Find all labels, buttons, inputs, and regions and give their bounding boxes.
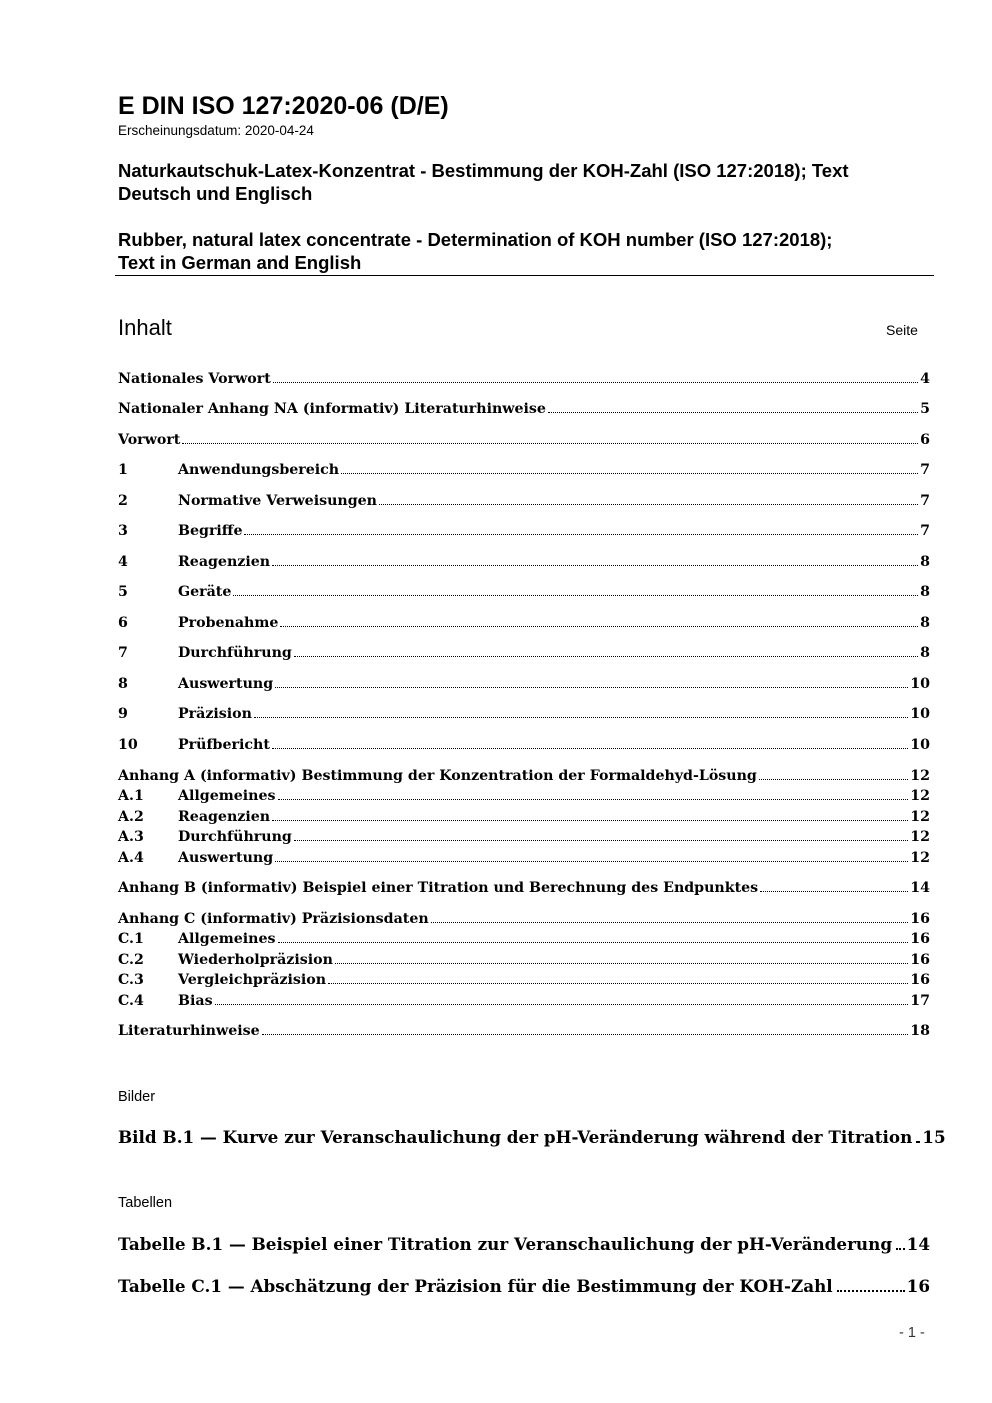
dot-leader <box>275 861 908 862</box>
toc-entry-page: 8 <box>920 615 930 631</box>
dot-leader <box>280 626 918 627</box>
toc-entry[interactable] <box>118 993 930 1013</box>
header-divider <box>115 275 934 276</box>
dot-leader <box>341 473 918 474</box>
toc-entry-page: 16 <box>910 972 930 988</box>
toc-entry[interactable] <box>118 706 930 726</box>
toc-entry-number: C.3 <box>118 972 144 988</box>
dot-leader <box>272 565 918 566</box>
toc-entry[interactable] <box>118 788 930 808</box>
figure-entry[interactable] <box>118 1127 946 1151</box>
toc-entry-title: Allgemeines <box>178 931 276 947</box>
toc-entry-number: 3 <box>118 523 128 539</box>
table-entry-page: 16 <box>906 1276 930 1296</box>
subtitle-german-line-1: Naturkautschuk-Latex-Konzentrat - Bestimmung der KOH-Zahl (ISO 127:2018); Text <box>118 160 849 181</box>
toc-entry-title: Nationaler Anhang NA (informativ) Literaturhinweise <box>118 401 546 417</box>
toc-entry[interactable] <box>118 615 930 635</box>
toc-entry-number: C.2 <box>118 952 144 968</box>
figure-entry-page: 15 <box>922 1127 946 1147</box>
toc-entry-title: Vorwort <box>118 432 181 448</box>
dot-leader <box>278 942 909 943</box>
dot-leader <box>431 922 909 923</box>
toc-entry-title: Geräte <box>178 584 232 600</box>
toc-entry[interactable] <box>118 809 930 829</box>
toc-entry-page: 16 <box>910 911 930 927</box>
toc-entry-title: Durchführung <box>178 645 292 661</box>
toc-entry-title: Durchführung <box>178 829 292 845</box>
subtitle-english-line-2: Text in German and English <box>118 252 362 273</box>
toc-entry-number: 6 <box>118 615 128 631</box>
toc-entry-page: 7 <box>920 493 930 509</box>
subtitle-german-line-2: Deutsch und Englisch <box>118 183 313 204</box>
toc-entry-title: Anhang A (informativ) Bestimmung der Konzentration der Formaldehyd-Lösung <box>118 768 757 784</box>
toc-entry-number: C.1 <box>118 931 144 947</box>
toc-entry-page: 10 <box>910 737 930 753</box>
toc-entry[interactable] <box>118 737 930 757</box>
table-entry[interactable] <box>118 1234 930 1258</box>
toc-entry-title: Literaturhinweise <box>118 1023 260 1039</box>
toc-entry-title: Wiederholpräzision <box>178 952 333 968</box>
toc-entry-number: 8 <box>118 676 128 692</box>
page-column-heading: Seite <box>886 322 918 338</box>
toc-entry-number: A.1 <box>118 788 144 804</box>
toc-entry-page: 14 <box>910 880 930 896</box>
document-title: E DIN ISO 127:2020-06 (D/E) <box>118 92 449 120</box>
table-entry-title: Tabelle C.1 — Abschätzung der Präzision für die Bestimmung der KOH-Zahl <box>118 1276 833 1296</box>
toc-entry-page: 12 <box>910 768 930 784</box>
toc-entry-page: 12 <box>910 850 930 866</box>
toc-entry-title: Auswertung <box>178 676 274 692</box>
toc-entry-title: Vergleichpräzision <box>178 972 327 988</box>
toc-heading: Inhalt <box>118 315 172 340</box>
toc-entry[interactable] <box>118 493 930 513</box>
toc-entry[interactable] <box>118 829 930 849</box>
dot-leader <box>760 891 908 892</box>
dot-leader <box>548 412 918 413</box>
toc-entry-number: 5 <box>118 584 128 600</box>
toc-entry-number: 1 <box>118 462 128 478</box>
dot-leader <box>294 656 918 657</box>
toc-entry[interactable] <box>118 401 930 421</box>
subtitle-german <box>118 159 938 205</box>
toc-entry-title: Reagenzien <box>178 554 271 570</box>
toc-entry[interactable] <box>118 645 930 665</box>
toc-entry-page: 5 <box>920 401 930 417</box>
dot-leader <box>896 1248 905 1250</box>
toc-entry[interactable] <box>118 880 930 900</box>
dot-leader <box>275 687 908 688</box>
toc-entry[interactable] <box>118 1023 930 1043</box>
table-entry-title: Tabelle B.1 — Beispiel einer Titration zur Veranschaulichung der pH-Veränderung <box>118 1234 893 1254</box>
dot-leader <box>254 717 908 718</box>
toc-entry[interactable] <box>118 768 930 788</box>
toc-entry-page: 10 <box>910 706 930 722</box>
toc-entry-page: 6 <box>920 432 930 448</box>
toc-entry-number: A.4 <box>118 850 144 866</box>
dot-leader <box>278 799 909 800</box>
toc-entry-page: 8 <box>920 645 930 661</box>
page-number: - 1 - <box>899 1325 925 1341</box>
dot-leader <box>272 820 908 821</box>
toc-entry-title: Reagenzien <box>178 809 271 825</box>
toc-entry-page: 7 <box>920 462 930 478</box>
toc-entry-page: 7 <box>920 523 930 539</box>
toc-entry-page: 12 <box>910 809 930 825</box>
toc-entry-page: 16 <box>910 931 930 947</box>
toc-entry-number: A.3 <box>118 829 144 845</box>
toc-entry-title: Anwendungsbereich <box>178 462 340 478</box>
toc-entry[interactable] <box>118 523 930 543</box>
toc-entry-title: Nationales Vorwort <box>118 371 271 387</box>
dot-leader <box>916 1141 920 1143</box>
toc-entry-title: Anhang C (informativ) Präzisionsdaten <box>118 911 429 927</box>
dot-leader <box>182 443 918 444</box>
dot-leader <box>328 983 908 984</box>
toc-entry[interactable] <box>118 676 930 696</box>
toc-entry-title: Bias <box>178 993 213 1009</box>
dot-leader <box>262 1034 909 1035</box>
toc-entry-number: A.2 <box>118 809 144 825</box>
tables-heading: Tabellen <box>118 1195 173 1211</box>
dot-leader <box>837 1290 905 1292</box>
toc-entry-number: 7 <box>118 645 128 661</box>
dot-leader <box>272 748 908 749</box>
toc-entry[interactable] <box>118 931 930 951</box>
toc-entry-page: 4 <box>920 371 930 387</box>
toc-entry-page: 16 <box>910 952 930 968</box>
toc-entry[interactable] <box>118 584 930 604</box>
toc-entry-page: 12 <box>910 788 930 804</box>
toc-entry-title: Auswertung <box>178 850 274 866</box>
table-entry[interactable] <box>118 1276 930 1300</box>
toc-entry[interactable] <box>118 850 930 870</box>
toc-entry-title: Probenahme <box>178 615 279 631</box>
dot-leader <box>294 840 908 841</box>
toc-entry-title: Begriffe <box>178 523 243 539</box>
dot-leader <box>233 595 918 596</box>
subtitle-english-line-1: Rubber, natural latex concentrate - Determination of KOH number (ISO 127:2018); <box>118 229 833 250</box>
dot-leader <box>215 1004 909 1005</box>
toc-entry-title: Anhang B (informativ) Beispiel einer Titration und Berechnung des Endpunktes <box>118 880 759 896</box>
dot-leader <box>379 504 918 505</box>
toc-entry-number: C.4 <box>118 993 144 1009</box>
toc-entry-page: 8 <box>920 584 930 600</box>
toc-entry-page: 17 <box>910 993 930 1009</box>
toc-entry-number: 2 <box>118 493 128 509</box>
toc-entry-title: Präzision <box>178 706 252 722</box>
figures-heading: Bilder <box>118 1089 156 1105</box>
toc-entry-title: Allgemeines <box>178 788 276 804</box>
toc-entry[interactable] <box>118 911 930 931</box>
toc-entry-page: 12 <box>910 829 930 845</box>
dot-leader <box>273 382 918 383</box>
figure-entry-title: Bild B.1 — Kurve zur Veranschaulichung der pH-Veränderung während der Titration <box>118 1127 913 1147</box>
toc-entry[interactable] <box>118 371 930 391</box>
toc-entry[interactable] <box>118 952 930 972</box>
toc-entry-page: 10 <box>910 676 930 692</box>
toc-entry[interactable] <box>118 462 930 482</box>
toc-entry-page: 18 <box>910 1023 930 1039</box>
toc-entry[interactable] <box>118 554 930 574</box>
subtitle-english <box>118 228 938 274</box>
toc-entry-title: Normative Verweisungen <box>178 493 377 509</box>
dot-leader <box>244 534 918 535</box>
dot-leader <box>335 963 908 964</box>
toc-entry-number: 9 <box>118 706 128 722</box>
toc-entry[interactable] <box>118 972 930 992</box>
dot-leader <box>759 779 908 780</box>
toc-entry-page: 8 <box>920 554 930 570</box>
toc-entry-number: 10 <box>118 737 138 753</box>
toc-entry[interactable] <box>118 432 930 452</box>
toc-entry-number: 4 <box>118 554 128 570</box>
toc-entry-title: Prüfbericht <box>178 737 270 753</box>
table-entry-page: 14 <box>906 1234 930 1254</box>
publication-date: Erscheinungsdatum: 2020-04-24 <box>118 123 314 138</box>
